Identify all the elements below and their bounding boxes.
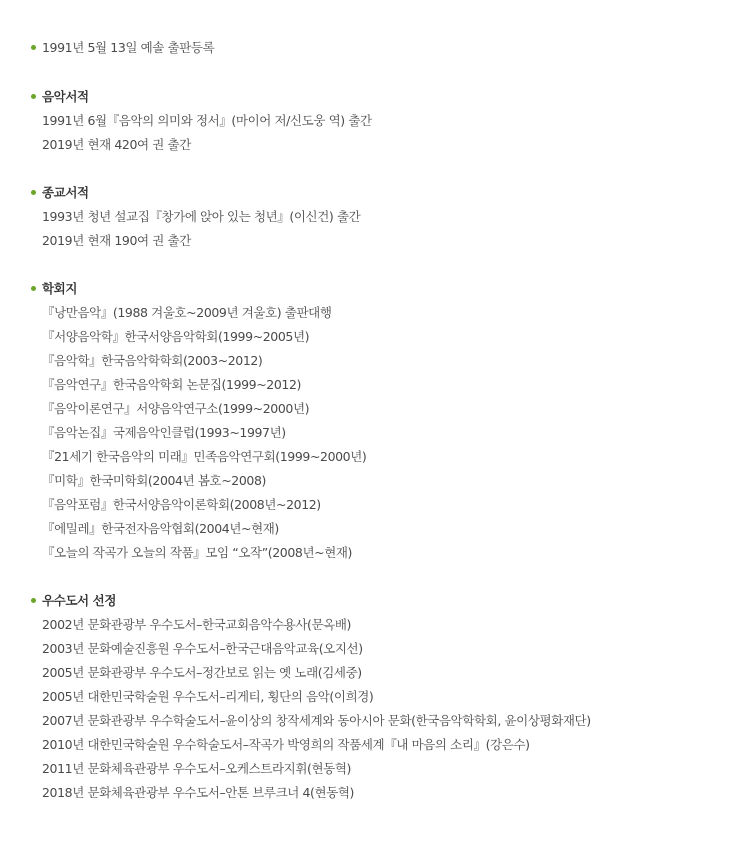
list-item: 『서양음악학』한국서양음악학회(1999~2005년) (42, 329, 310, 344)
list-item: 2002년 문화관광부 우수도서–한국교회음악수용사(문옥배) (42, 617, 352, 632)
list-item: 2010년 대한민국학술원 우수학술도서–작곡가 박영희의 작품세계『내 마음의 소리』(강은수) (42, 737, 530, 752)
list-item: 『오늘의 작곡가 오늘의 작품』모임 “오작”(2008년~현재) (42, 545, 353, 560)
list-item: 『미학』한국미학회(2004년 봄호~2008) (42, 473, 266, 488)
registration-text: 1991년 5월 13일 예솔 출판등록 (42, 40, 215, 55)
list-item: 『음악논집』국제음악인클럽(1993~1997년) (42, 425, 286, 440)
bullet-dot-icon (31, 94, 36, 99)
list-item: 2019년 현재 420여 권 출간 (42, 137, 191, 152)
awards-section (0, 589, 734, 805)
list-item: 1993년 청년 설교집『창가에 앉아 있는 청년』(이신건) 출간 (42, 209, 361, 224)
list-item: 『에밀레』한국전자음악협회(2004년~현재) (42, 521, 279, 536)
list-item: 2019년 현재 190여 권 출간 (42, 233, 191, 248)
music-books-section (0, 85, 734, 157)
list-item: 『음악연구』한국음악학회 논문집(1999~2012) (42, 377, 301, 392)
list-item: 2005년 대한민국학술원 우수도서–리게티, 횡단의 음악(이희경) (42, 689, 374, 704)
music-books-heading-row (0, 85, 734, 109)
list-item: 『음악학』한국음악학학회(2003~2012) (42, 353, 263, 368)
awards-heading-row (0, 589, 734, 613)
registration-row (0, 36, 734, 60)
awards-title: 우수도서 선정 (42, 593, 117, 608)
list-item: 『음악이론연구』서양음악연구소(1999~2000년) (42, 401, 310, 416)
list-item: 『21세기 한국음악의 미래』민족음악연구회(1999~2000년) (42, 449, 367, 464)
list-item: 『음악포럼』한국서양음악이론학회(2008년~2012) (42, 497, 321, 512)
list-item: 2005년 문화관광부 우수도서–정간보로 읽는 옛 노래(김세중) (42, 665, 362, 680)
journals-heading-row (0, 277, 734, 301)
list-item: 2007년 문화관광부 우수학술도서–윤이상의 창작세계와 동아시아 문화(한국음악학학회, 윤이상평화재단) (42, 713, 591, 728)
registration-section (0, 36, 734, 60)
list-item: 2018년 문화체육관광부 우수도서–안톤 브루크너 4(현동혁) (42, 785, 355, 800)
bullet-dot-icon (31, 286, 36, 291)
religious-books-heading-row (0, 181, 734, 205)
list-item: 『낭만음악』(1988 겨울호~2009년 겨울호) 출판대행 (42, 305, 332, 320)
list-item: 2011년 문화체육관광부 우수도서–오케스트라지휘(현동혁) (42, 761, 352, 776)
list-item: 1991년 6월『음악의 의미와 정서』(마이어 저/신도웅 역) 출간 (42, 113, 372, 128)
religious-books-section (0, 181, 734, 253)
bullet-dot-icon (31, 190, 36, 195)
bullet-dot-icon (31, 45, 36, 50)
bullet-dot-icon (31, 598, 36, 603)
religious-books-title: 종교서적 (42, 185, 89, 200)
list-item: 2003년 문화예술진흥원 우수도서–한국근대음악교육(오지선) (42, 641, 363, 656)
journals-title: 학회지 (42, 281, 78, 296)
music-books-title: 음악서적 (42, 89, 89, 104)
journals-section (0, 277, 734, 565)
